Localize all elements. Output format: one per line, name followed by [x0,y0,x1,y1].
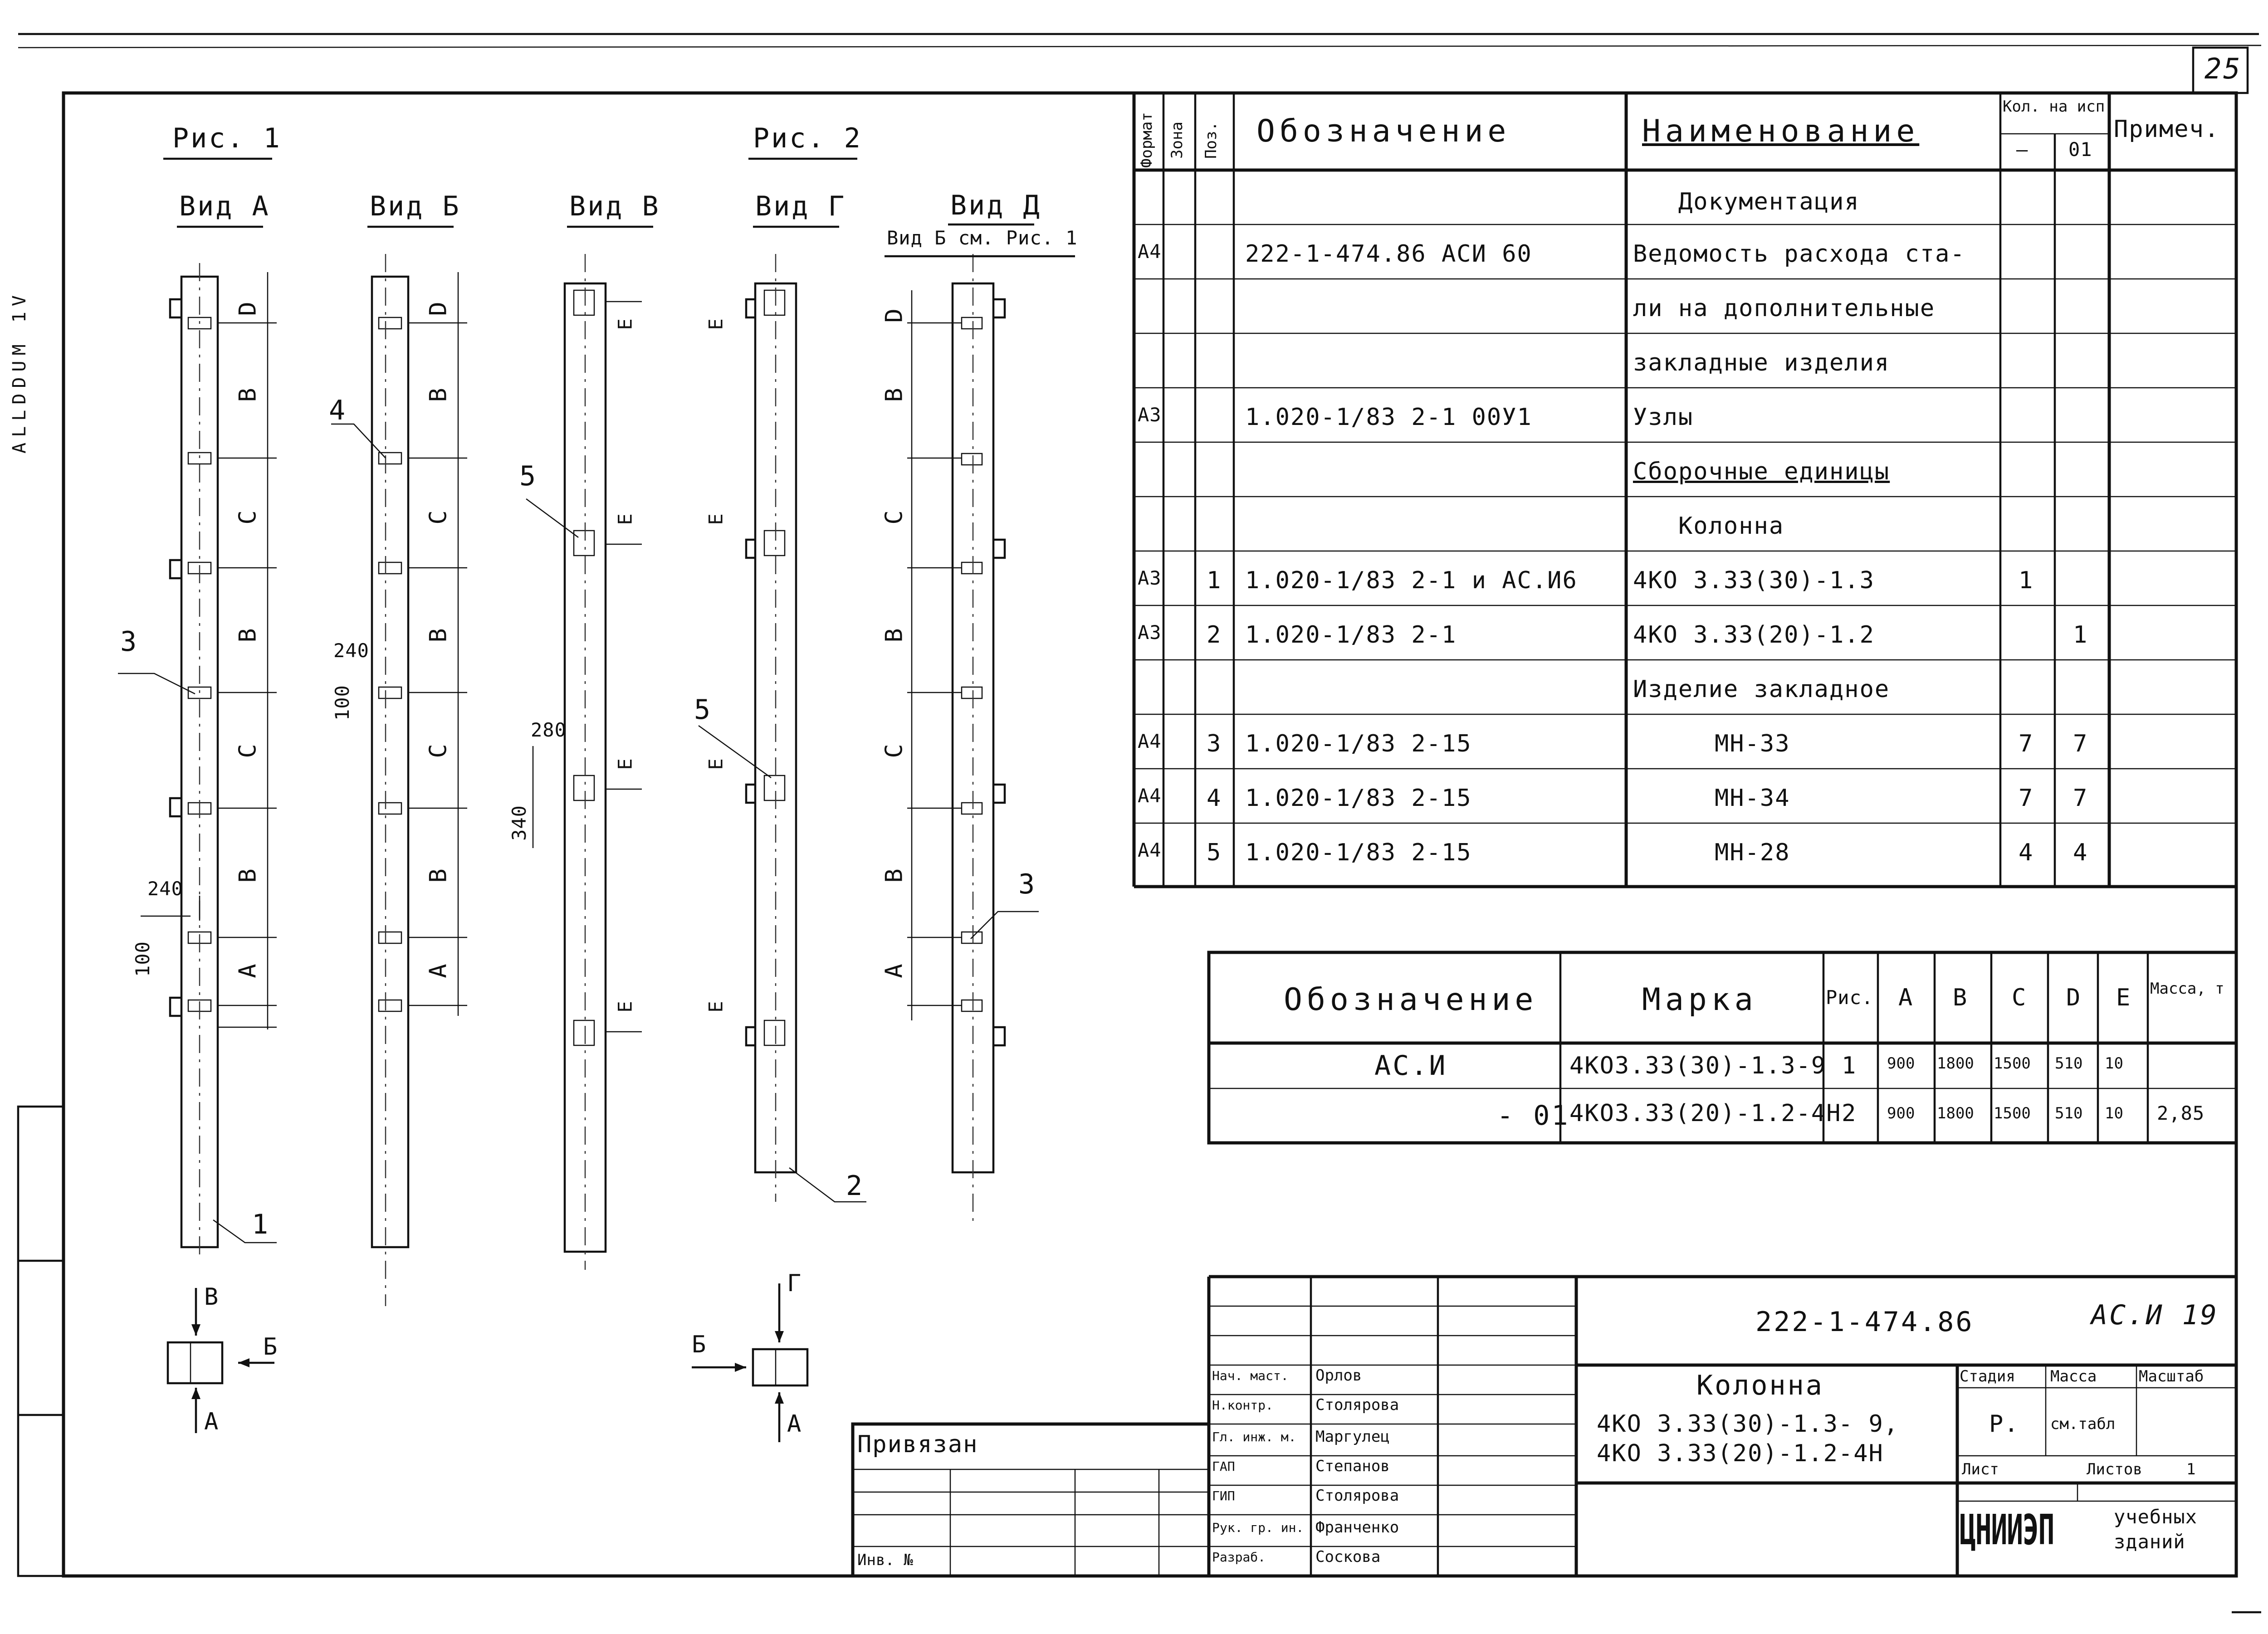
scale-label: Масштаб [2139,1367,2204,1385]
spec-cell-pos: 2 [1207,621,1222,649]
signer-name: Степанов [1315,1457,1390,1475]
mark-hdr-designation: Обозначение [1284,982,1538,1018]
spec-cell-name: МН-28 [1715,839,1790,866]
spec-cell-qty-1: 7 [2019,785,2034,812]
seg-letter: C [880,509,908,525]
seg-letter: C [234,509,262,525]
seg-letter: D [425,301,452,316]
top-edge-line-2 [18,45,2261,48]
dim-240-b: 240 [333,639,369,662]
seg-letter-e: E [614,318,636,330]
spec-cell-name: Ведомость расхода ста- [1633,240,1965,268]
signer-name: Орлов [1315,1366,1362,1385]
org-sub-2: зданий [2114,1531,2185,1553]
bound-label: Привязан [857,1431,978,1458]
mark-hdr-b: B [1953,984,1968,1011]
sheets-value: 1 [2186,1460,2196,1478]
spec-cell-format: А3 [1138,404,1162,426]
spec-cell-name: Узлы [1633,404,1694,431]
spec-cell-format: А3 [1138,621,1162,644]
hdr-name: Наименование [1642,113,1920,149]
seg-letter-e: E [614,758,636,770]
spec-cell-designation: 222-1-474.86 АСИ 60 [1245,240,1532,268]
spec-cell-name: ли на дополнительные [1633,295,1936,322]
seg-letter: A [234,963,262,978]
view-g-column [746,254,796,1202]
signer-role: ГАП [1212,1459,1235,1474]
dim-280: 280 [531,719,567,741]
mass-value: см.табл [2050,1415,2116,1433]
spec-cell-format: А4 [1138,730,1162,752]
hdr-note: Примеч. [2114,116,2220,143]
pos-label-5: 5 [519,460,538,492]
signer-role: ГИП [1212,1488,1235,1503]
fig2-title: Рис. 2 [753,122,862,154]
spec-cell-format: А3 [1138,567,1162,589]
leader-pos-3 [118,673,195,694]
leader-pos-5b [699,726,771,778]
mark-row1-c: 1500 [1994,1054,2031,1073]
view-b-label: Вид Б [370,190,461,222]
seg-letter: B [880,627,908,643]
spec-cell-designation: 1.020-1/83 2-15 [1245,785,1472,812]
dim-100-a: 100 [131,941,154,977]
key-arrow-label: Б [263,1333,279,1361]
spec-cell-qty-1: 4 [2019,839,2034,866]
signer-role: Разраб. [1212,1550,1266,1565]
view-g-label: Вид Г [755,190,846,222]
mark-row2-c: 1500 [1994,1104,2031,1122]
spec-cell-designation: 1.020-1/83 2-1 [1245,621,1457,649]
seg-letter: B [234,627,262,643]
view-d-column [907,254,1005,1224]
spec-cell-pos: 4 [1207,785,1222,812]
spec-cell-qty-2: 4 [2073,839,2088,866]
signer-name: Соскова [1315,1548,1381,1566]
spec-cell-name: МН-33 [1715,730,1790,757]
spec-cell-pos: 1 [1207,567,1222,594]
seg-letter: D [880,307,908,323]
side-stamp: ALLDDUM 1V [9,290,30,454]
inv-label: Инв. № [857,1551,913,1569]
mark-row2-fig: 2 [1842,1100,1857,1127]
mark-row2-b: 1800 [1937,1104,1974,1122]
seg-letter-e: E [704,513,727,525]
view-v-label: Вид В [569,190,660,222]
spec-cell-qty-1: 7 [2019,730,2034,757]
pos-label-5b: 5 [694,694,713,726]
seg-letter: C [425,743,452,758]
spec-cell-designation: 1.020-1/83 2-15 [1245,730,1472,757]
key-arrow-label: А [204,1408,220,1435]
signer-name: Франченко [1315,1518,1399,1536]
seg-letter: B [880,387,908,402]
spec-cell-name: 4КО 3.33(20)-1.2 [1633,621,1875,649]
spec-cell-qty-2: 1 [2073,621,2088,649]
view-a-label: Вид А [179,190,270,222]
view-a-column [141,263,277,1261]
hdr-qty-b: 01 [2068,138,2092,161]
seg-letter: B [425,868,452,883]
mark-hdr-fig: Рис. [1826,986,1874,1009]
sheet-code: АС.И 19 [2091,1299,2219,1331]
mark-hdr-e: E [2116,984,2131,1011]
spec-cell-pos: 3 [1207,730,1222,757]
mark-row2-mark: 4КО3.33(20)-1.2-4Н [1569,1100,1842,1127]
seg-letter: B [425,627,452,643]
signer-role: Нач. маст. [1212,1368,1289,1383]
seg-letter: B [234,387,262,402]
sheet-label: Лист [1962,1460,1999,1478]
spec-cell-qty-2: 7 [2073,785,2088,812]
spec-cell-name: Документация [1678,188,1860,215]
fig1-title: Рис. 1 [172,122,282,154]
org-sub-1: учебных [2114,1506,2198,1528]
mark-row1-e: 10 [2105,1054,2123,1073]
spec-cell-format: А4 [1138,240,1162,263]
leader-pos-4 [331,424,386,458]
signer-name: Столярова [1315,1396,1399,1414]
seg-letter: C [880,743,908,758]
spec-cell-designation: 1.020-1/83 2-15 [1245,839,1472,866]
binding-strip [18,1107,64,1576]
mark-row2-a: 900 [1887,1104,1915,1122]
mark-hdr-mark: Марка [1642,982,1758,1018]
seg-letter: B [425,387,452,402]
key-arrow-label: В [204,1283,220,1311]
mark-hdr-a: A [1898,984,1914,1011]
spec-cell-qty-1: 1 [2019,567,2034,594]
key-arrow-label: А [787,1410,802,1438]
mark-row2-designation: - 01 [1497,1100,1570,1132]
seg-letter-e: E [614,1000,636,1013]
view-d-note: Вид Б см. Рис. 1 [887,227,1078,249]
spec-cell-format: А4 [1138,839,1162,861]
sheet-number: 25 [2204,52,2242,85]
org-logo: ЦНИИЭП [1960,1506,2054,1554]
signer-name: Маргулец [1315,1428,1390,1446]
hdr-qty-a: — [2016,138,2028,161]
leader-pos-5 [526,499,578,537]
drawing-subtitle-2: 4КО 3.33(20)-1.2-4Н [1597,1440,1884,1467]
mark-row2-mass: 2,85 [2157,1102,2205,1124]
mark-row1-b: 1800 [1937,1054,1974,1073]
seg-letter: C [234,743,262,758]
signer-name: Столярова [1315,1487,1399,1505]
mark-row2-e: 10 [2105,1104,2123,1122]
pos-label-3b: 3 [1018,868,1037,900]
key-plan-left [168,1288,274,1433]
signer-role: Гл. инж. м. [1212,1429,1296,1444]
seg-letter: D [234,301,262,316]
spec-cell-qty-2: 7 [2073,730,2088,757]
mark-row1-d: 510 [2055,1054,2083,1073]
spec-cell-pos: 5 [1207,839,1222,866]
drawing-title: Колонна [1696,1370,1824,1401]
pos-label-2: 2 [846,1170,865,1202]
mark-row1-fig: 1 [1842,1052,1857,1079]
spec-cell-format: А4 [1138,785,1162,807]
mark-hdr-d: D [2066,984,2082,1011]
spec-cell-designation: 1.020-1/83 2-1 и АС.И6 [1245,567,1578,594]
spec-cell-name: Колонна [1678,512,1784,540]
hdr-format: Формат [1138,112,1156,168]
spec-cell-name: Изделие закладное [1633,676,1890,703]
key-arrow-label: Б [692,1331,707,1358]
seg-letter: C [425,509,452,525]
hdr-zone: Зона [1168,122,1186,159]
mark-row1-a: 900 [1887,1054,1915,1073]
signer-role: Рук. гр. ин. [1212,1520,1304,1535]
hdr-qty: Кол. на исп. [2003,98,2114,116]
mark-hdr-mass: Масса, т [2150,980,2224,998]
pos-label-1: 1 [252,1209,270,1240]
seg-letter: A [425,963,452,978]
seg-letter-e: E [704,1000,727,1013]
spec-cell-name: МН-34 [1715,785,1790,812]
pos-label-4: 4 [329,395,347,426]
dim-100-b: 100 [331,685,353,721]
dim-340: 340 [508,805,530,841]
view-b-column [372,254,467,1306]
pos-label-3: 3 [120,626,139,658]
spec-cell-name: 4КО 3.33(30)-1.3 [1633,567,1875,594]
dim-240-a: 240 [147,878,183,900]
stage-value: Р. [1989,1410,2019,1438]
view-d-label: Вид Д [950,190,1041,221]
mark-row1-designation: АС.И [1374,1050,1447,1082]
mark-row1-mark: 4КО3.33(30)-1.3-9 [1569,1052,1827,1079]
seg-letter: B [880,868,908,883]
hdr-designation: Обозначение [1256,113,1511,149]
mark-row2-d: 510 [2055,1104,2083,1122]
doc-number: 222-1-474.86 [1755,1306,1974,1338]
mass-label: Масса [2050,1367,2097,1385]
seg-letter: B [234,868,262,883]
seg-letter-e: E [704,758,727,770]
spec-cell-name: закладные изделия [1633,349,1890,376]
key-arrow-label: Г [787,1270,802,1297]
sheets-label: Листов [2087,1460,2142,1478]
stage-label: Стадия [1960,1367,2015,1385]
spec-cell-designation: 1.020-1/83 2-1 00У1 [1245,404,1532,431]
spec-cell-name: Сборочные единицы [1633,458,1890,485]
seg-letter: A [880,963,908,978]
seg-letter-e: E [704,318,727,330]
seg-letter-e: E [614,513,636,525]
hdr-pos: Поз. [1202,122,1220,159]
drawing-subtitle-1: 4КО 3.33(30)-1.3- 9, [1597,1410,1899,1438]
mark-hdr-c: C [2012,984,2027,1011]
leader-pos-3b [971,912,1039,939]
signer-role: Н.контр. [1212,1398,1273,1413]
